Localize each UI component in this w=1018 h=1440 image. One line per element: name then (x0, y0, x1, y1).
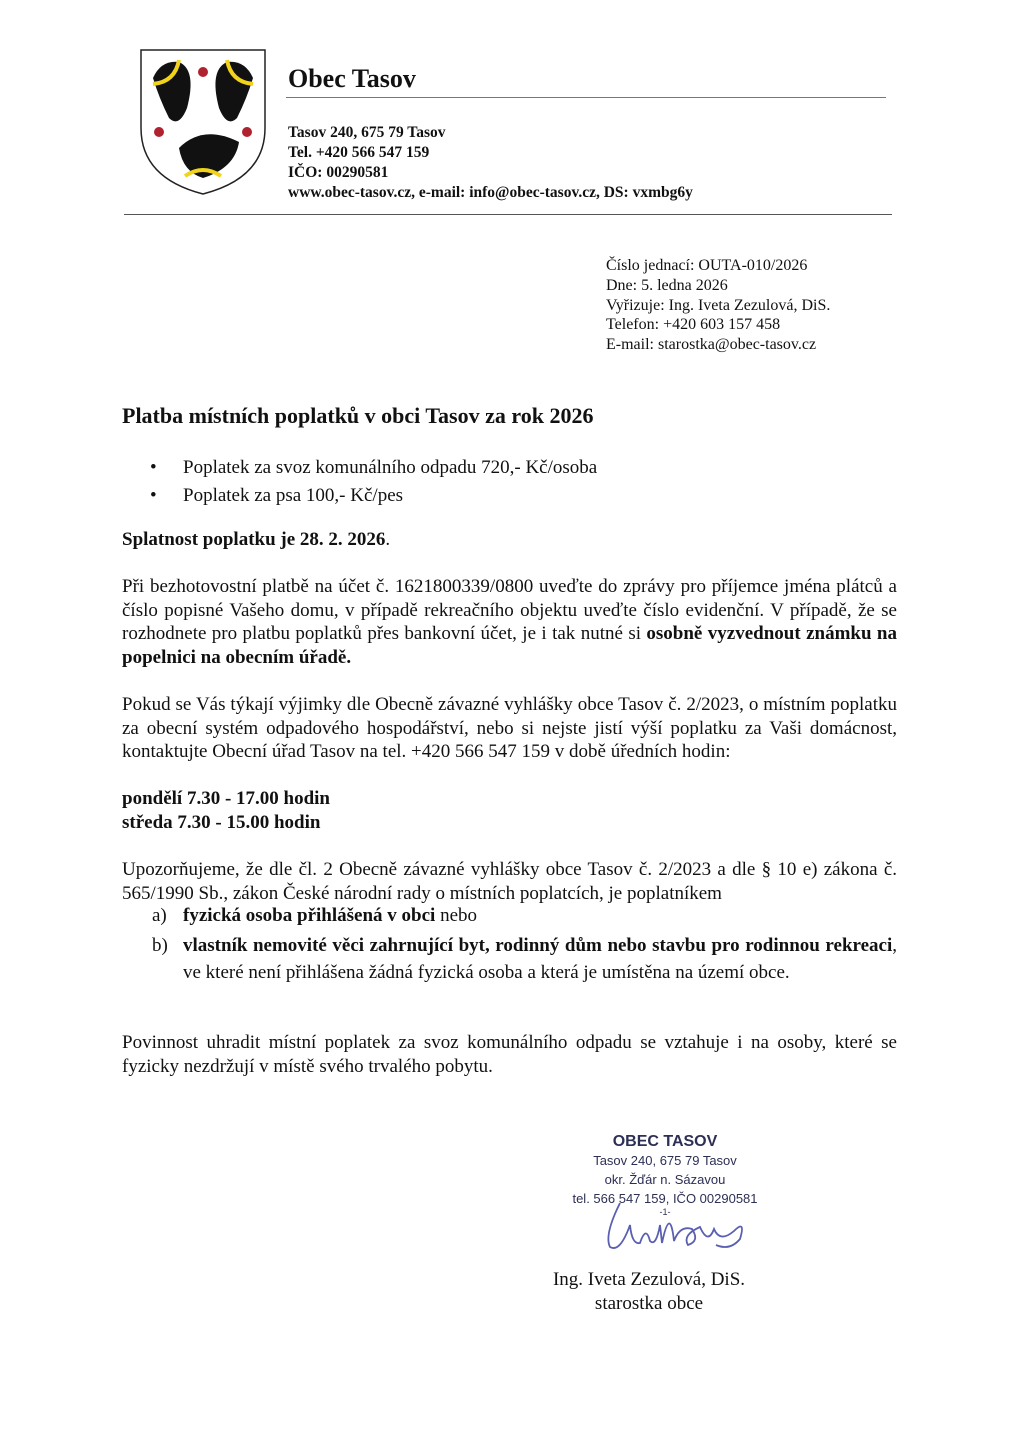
payer-rest: nebo (435, 905, 477, 926)
marker: a) (152, 905, 167, 926)
address: Tasov 240, 675 79 Tasov (288, 124, 446, 141)
ico: IČO: 00290581 (288, 164, 389, 181)
stamp-district: okr. Žďár n. Sázavou (604, 1172, 726, 1187)
exemptions-paragraph: Pokud se Vás týkají výjimky dle Obecně závazné vyhlášky obce Tasov č. 2/2023, o místním poplatku za obecní systém odpadového hospodářství, nebo si nejste jistí výší poplatku za Vaši domácnost, kontaktujte Obecní úřad Tasov na tel. +420 566 547 159 v době úředních hodin: (122, 694, 897, 763)
stamp-address: Tasov 240, 675 79 Tasov (593, 1153, 737, 1168)
stamp-title: OBEC TASOV (612, 1133, 718, 1150)
coat-of-arms-logo (139, 48, 267, 196)
office-hours (122, 787, 897, 834)
payer-bold: fyzická osoba přihlášená v obci (183, 905, 436, 926)
header-divider (124, 214, 892, 215)
contacts: www.obec-tasov.cz, e-mail: info@obec-tasov.cz, DS: vxmbg6y (288, 184, 693, 201)
ref-number: Číslo jednací: OUTA-010/2026 (606, 257, 808, 274)
payment-bold: osobně vyzvednout známku na popelnici na obecním úřadě. (122, 623, 897, 669)
fee-list (122, 454, 597, 510)
document-title: Platba místních poplatků v obci Tasov za rok 2026 (122, 403, 594, 428)
handwritten-signature (600, 1195, 760, 1255)
payment-text: Při bezhotovostní platbě na účet č. 1621800339/0800 uveďte do zprávy pro příjemce jména plátců a číslo popisné Vašeho domu, v případě rekreačního objektu uveďte číslo evidenční. V případě, že se rozhodnete pro platbu poplatků přes bankovní účet, je i tak nutné si (122, 576, 897, 645)
payer-item-b (122, 932, 897, 986)
payer-rest: , ve které není přihlášena žádná fyzická osoba a která je umístěna na území obce. (183, 935, 897, 983)
due-date-end: . (385, 529, 391, 550)
ref-handler: Vyřizuje: Ing. Iveta Zezulová, DiS. (606, 296, 831, 314)
org-name: Obec Tasov (288, 64, 416, 93)
payer-paragraph: Upozorňujeme, že dle čl. 2 Obecně závazné vyhlášky obce Tasov č. 2/2023 a dle § 10 e) zákona č. 565/1990 Sb., zákon České národní rady o místních poplatcích, je poplatníkem (122, 859, 897, 904)
signer-role: starostka obce (594, 1293, 704, 1314)
phone: Tel. +420 566 547 159 (288, 144, 430, 161)
payment-paragraph (122, 575, 897, 670)
ref-date: Dne: 5. ledna 2026 (606, 276, 728, 294)
reference-block (606, 256, 830, 355)
due-date-bold: Splatnost poplatku je 28. 2. 2026 (122, 529, 386, 550)
signer-name: Ing. Iveta Zezulová, DiS. (552, 1269, 746, 1290)
page-number: -1- (659, 1207, 671, 1217)
ref-phone: Telefon: +420 603 157 458 (606, 316, 781, 334)
due-date (122, 528, 897, 552)
ref-email: E-mail: starostka@obec-tasov.cz (606, 336, 817, 354)
header-rule (286, 97, 886, 98)
marker: b) (152, 935, 168, 956)
stamp-contact: tel. 566 547 159, IČO 00290581 (572, 1191, 758, 1206)
header-contact-block (288, 123, 693, 203)
payer-bold: vlastník nemovité věci zahrnující byt, rodinný dům nebo stavbu pro rodinnou rekreaci (183, 935, 893, 956)
hours-wednesday: středa 7.30 - 15.00 hodin (122, 811, 321, 833)
signer-block (546, 1268, 752, 1316)
obligation-paragraph: Povinnost uhradit místní poplatek za svoz komunálního odpadu se vztahuje i na osoby, které se fyzicky nezdržují v místě svého trvalého pobytu. (122, 1032, 897, 1077)
hours-monday: pondělí 7.30 - 17.00 hodin (122, 788, 330, 809)
fee-item: • Poplatek za svoz komunálního odpadu 720,- Kč/osoba (122, 454, 597, 482)
payer-item-a (122, 904, 897, 928)
payer-list (122, 904, 897, 986)
fee-item: • Poplatek za psa 100,- Kč/pes (122, 482, 597, 510)
